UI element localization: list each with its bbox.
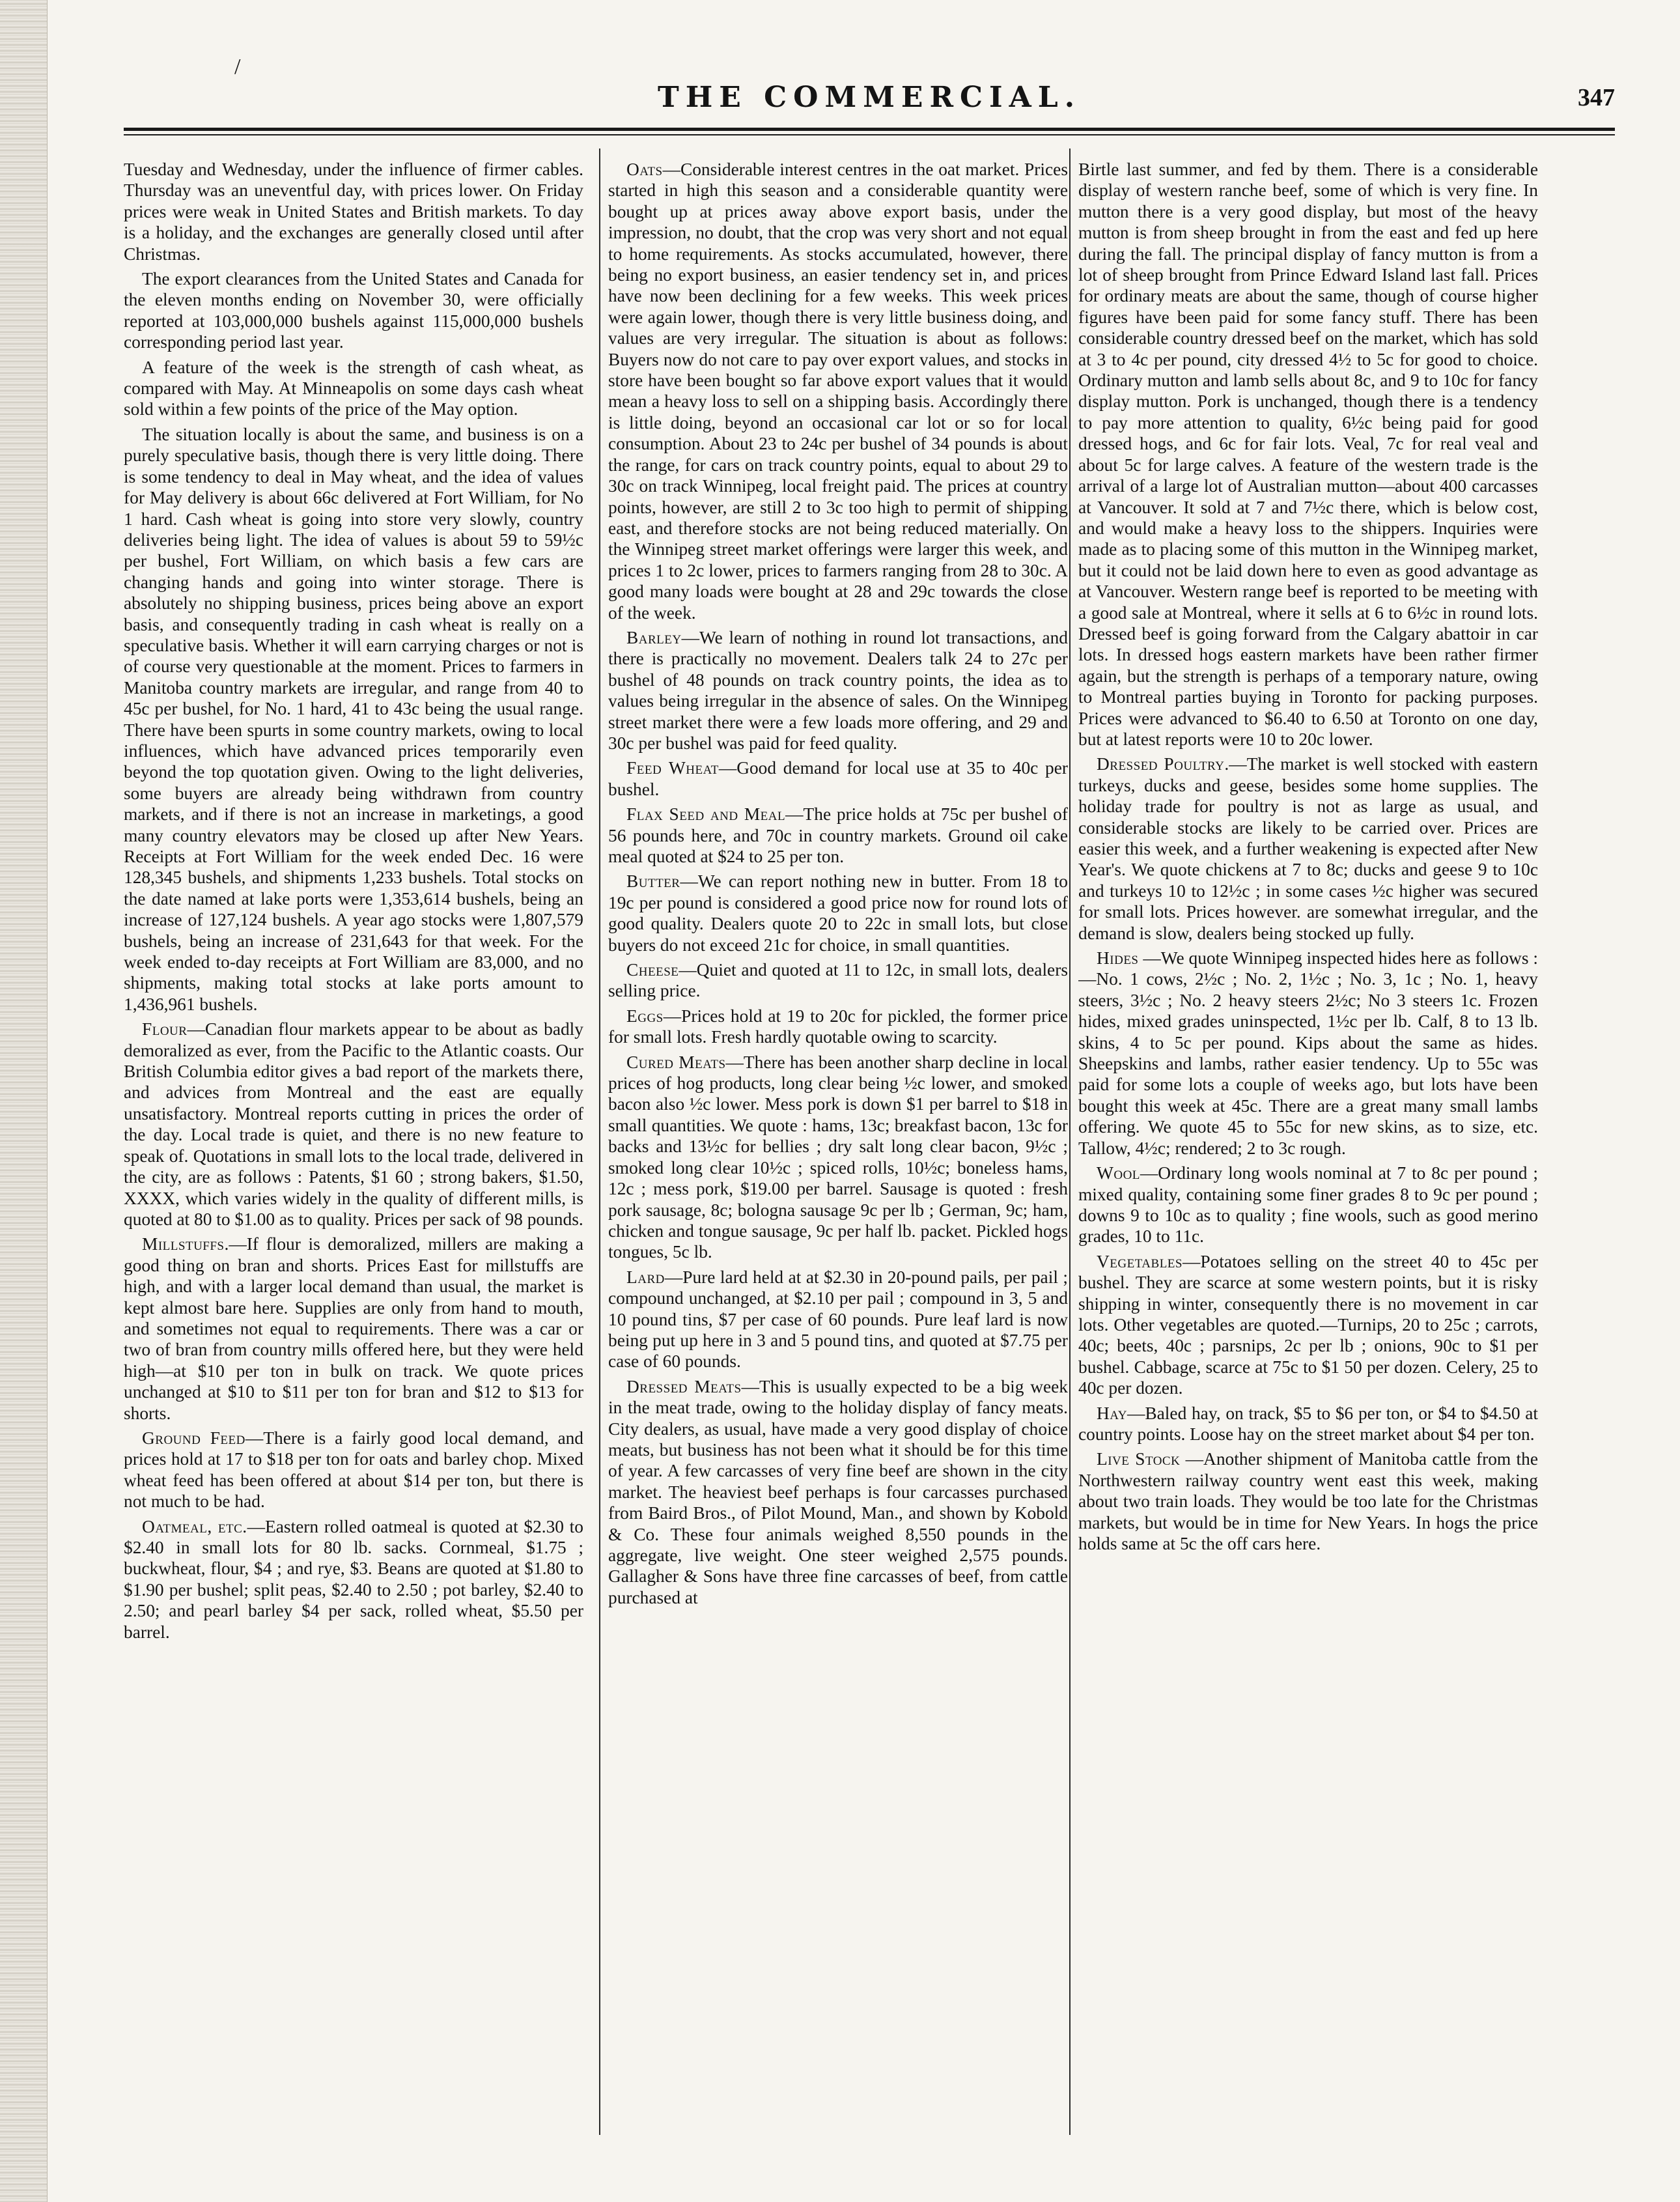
section-lead: Cured Meats	[626, 1052, 726, 1072]
section-lead: Cheese	[626, 960, 679, 980]
article-paragraph	[608, 871, 1068, 955]
section-lead: Eggs	[626, 1006, 664, 1026]
article-paragraph	[124, 1516, 583, 1643]
paragraph-text: A feature of the week is the strength of cash wheat, as compared with May. At Minneapolis on some days cash wheat sold within a few points of the price of the May option.	[124, 357, 583, 419]
article-paragraph	[608, 757, 1068, 800]
paragraph-text: —Canadian flour markets appear to be about as badly demoralized as ever, from the Pacific to the Atlantic coasts. Our British Columbia editor gives a bad report of the markets there, and advices from Montreal and the east are equally unsatisfactory. Montreal reports cutting in prices the order of the day. Local trade is quiet, and there is no new feature to speak of. Quotations in small lots to the local trade, delivered in the city, are as follows : Patents, $1 60 ; strong bakers, $1.50, XXXX, which varies widely in the quality of different mills, is quoted at 80 to $1.00 as to quality. Prices per sack of 98 pounds.	[124, 1019, 583, 1229]
article-paragraph	[1078, 948, 1538, 1159]
column-divider	[1069, 148, 1071, 2135]
section-lead: Oatmeal, etc.	[142, 1516, 247, 1536]
paragraph-text: —The price holds at 75c per bushel of 56 pounds here, and 70c in country markets. Ground oil cake meal quoted at $24 to 25 per ton.	[608, 804, 1068, 866]
article-paragraph	[608, 627, 1068, 754]
page-number: 347	[1578, 84, 1615, 111]
article-paragraph	[1078, 159, 1538, 750]
article-paragraph	[124, 159, 583, 264]
binding-edge	[0, 0, 48, 2202]
article-paragraph	[124, 1428, 583, 1512]
section-lead: Hay	[1097, 1403, 1127, 1423]
paragraph-text: —There has been another sharp decline in local prices of hog products, long clear being ½c lower, and smoked bacon also ½c lower. Mess pork is down $1 per barrel to $18 in small quantities. We quote : hams, 13c; breakfast bacon, 13c for backs and 13½c for bellies ; dry salt long clear bacon, 9½c ; smoked long clear 10½c ; spiced rolls, 10½c; boneless hams, 12c ; mess pork, $19.00 per barrel. Sausage is quoted : fresh pork sausage, 8c; bologna sausage 9c per lb ; German, 9c; ham, chicken and tongue sausage, 9c per half lb. packet. Pickled hogs tongues, 5c lb.	[608, 1052, 1068, 1262]
section-lead: Wool	[1097, 1163, 1140, 1183]
paragraph-text: —There is a fairly good local demand, and prices hold at 17 to $18 per ton for oats and barley chop. Mixed wheat feed has been offered at about $14 per ton, but there is not much to be had.	[124, 1428, 583, 1512]
paragraph-text: —Pure lard held at at $2.30 in 20-pound pails, per pail ; compound unchanged, at $2.10 per pail ; compound in 3, 5 and 10 pound tins, $7 per case of 60 pounds. Pure leaf lard is now being put up here in 3 and 5 pound tins, and quoted at $7.75 per case of 60 pounds.	[608, 1267, 1068, 1372]
paragraph-text: Tuesday and Wednesday, under the influence of firmer cables. Thursday was an uneventful day, with prices lower. On Friday prices were weak in United States and British markets. To day is a holiday, and the exchanges are generally closed until after Christmas.	[124, 160, 583, 264]
section-lead: Millstuffs	[142, 1234, 225, 1254]
article-paragraph	[1078, 1448, 1538, 1554]
section-lead: Oats	[626, 160, 663, 179]
section-lead: Hides	[1097, 948, 1139, 968]
paragraph-text: —Good demand for local use at 35 to 40c per bushel.	[608, 758, 1068, 799]
paragraph-text: .—If flour is demoralized, millers are making a good thing on bran and shorts. Prices East for millstuffs are high, and with a larger local demand than usual, the market is kept almost bare here. Supplies are only from hand to mouth, and sometimes not equal to requirements. There was a car or two of bran from country mills offered here, but they were held high—at $10 per ton in bulk on track. We quote prices unchanged at $10 to $11 per ton for bran and $12 to $13 for shorts.	[124, 1234, 583, 1423]
corner-mark: /	[234, 55, 241, 79]
article-paragraph	[608, 1052, 1068, 1263]
column-divider	[599, 148, 600, 2135]
article-paragraph	[608, 159, 1068, 623]
header-rule-thick	[124, 128, 1615, 131]
paragraph-text: —Potatoes selling on the street 40 to 45c per bushel. They are scarce at some western points, but it is risky shipping in winter, consequently there is no movement in car lots. Other vegetables are quoted.—Turnips, 20 to 25c ; carrots, 40c; beets, 40c ; parsnips, 2c per lb ; onions, 90c to $1 per bushel. Cabbage, scarce at 75c to $1 50 per dozen. Celery, 25 to 40c per dozen.	[1078, 1251, 1538, 1398]
article-paragraph	[608, 804, 1068, 867]
article-paragraph	[124, 357, 583, 420]
article-paragraph	[124, 1019, 583, 1230]
article-paragraph	[124, 1234, 583, 1424]
text-column-1	[124, 159, 583, 2126]
section-lead: Lard	[626, 1267, 665, 1287]
article-paragraph	[1078, 754, 1538, 944]
article-paragraph	[124, 268, 583, 353]
text-column-3	[1078, 159, 1538, 2126]
article-paragraph	[608, 1267, 1068, 1372]
newspaper-title: THE COMMERCIAL.	[657, 81, 1082, 114]
paragraph-text: .—The market is well stocked with eastern turkeys, ducks and geese, besides some home supplies. The holiday trade for poultry is not as large as usual, and considerable stocks are likely to be carried over. Prices are easier this week, and a further weakening is expected after New Year's. We quote chickens at 7 to 8c; ducks and geese 9 to 10c and turkeys 10 to 12½c ; in some cases ½c higher was secured for small lots. Prices however. are somewhat irregular, and the demand is slow, dealers being stocked up fully.	[1078, 754, 1538, 943]
paragraph-text: —Considerable interest centres in the oat market. Prices started in high this season and a considerable quantity were bought up at prices away above export basis, under the impression, no doubt, that the crop was very short and not equal to home requirements. As stocks accumulated, however, there being no export business, an easier tendency set in, and prices have now been declining for a few weeks. This week prices were again lower, though there is very little business doing, and values are very irregular. The situation is about as follows: Buyers now do not care to pay over export values, and stocks in store have been bought so far above export values that it would mean a heavy loss to sell on a shipping basis. Accordingly there is little doing, beyond an occasional car lot or so for local consumption. About 23 to 24c per bushel of 34 pounds is about the range, for cars on track country points, equal to about 29 to 30c on track Winnipeg, local freight paid. The prices at country points, however, are still 2 to 3c too high to permit of shipping east, and therefore stocks are not being reduced materially. On the Winnipeg street market offerings were larger this week, and prices 1 to 2c lower, prices to farmers ranging from 28 to 30c. A good many loads were bought at 28 and 29c towards the close of the week.	[608, 160, 1068, 623]
article-paragraph	[1078, 1403, 1538, 1445]
article-paragraph	[124, 424, 583, 1015]
section-lead: Dressed Meats	[626, 1376, 742, 1396]
article-paragraph	[608, 1006, 1068, 1048]
paragraph-text: The situation locally is about the same, and business is on a purely speculative basis, though there is very little doing. There is some tendency to deal in May wheat, and the idea of values for May delivery is about 66c delivered at Fort William, for No 1 hard. Cash wheat is going into store very slowly, country deliveries being light. The idea of values is about 59 to 59½c per bushel, Fort William, on which basis a few cars are changing hands and going into winter storage. There is absolutely no shipping business, prices being above an export basis, and consequently trading in cash wheat is really on a speculative basis. Whether it will earn carrying charges or not is of course very questionable at the moment. Prices to farmers in Manitoba country markets are irregular, and range from 40 to 45c per bushel, for No. 1 hard, 41 to 43c being the usual range. There have been spurts in some country markets, owing to local influences, which have advanced prices temporarily even beyond the top quotation given. Owing to the light deliveries, some buyers are already being withdrawn from country markets, and if there is not an increase in marketings, a good many country elevators may be closed up after New Years. Receipts at Fort William for the week ended Dec. 16 were 128,345 bushels, and shipments 1,233 bushels. Total stocks on the date named at lake ports were 1,353,614 bushels, being an increase of 127,124 bushels. A year ago stocks were 1,807,579 bushels, being an increase of 231,643 for that week. For the week ended to-day receipts at Fort William are 83,000, and no shipments, making total stocks at lake ports amount to 1,436,961 bushels.	[124, 424, 583, 1014]
paragraph-text: —Another shipment of Manitoba cattle from the Northwestern railway country went east this week, making about two train loads. They would be too late for the Christmas markets, but would be in time for New Years. In hogs the price holds same at 5c the off cars here.	[1078, 1449, 1538, 1553]
article-paragraph	[608, 1376, 1068, 1608]
header-rule-thin	[124, 134, 1615, 135]
text-column-2	[608, 159, 1068, 2126]
section-lead: Vegetables	[1097, 1251, 1183, 1271]
paragraph-text: —We learn of nothing in round lot transactions, and there is practically no movement. Dealers talk 24 to 27c per bushel of 48 pounds on track country points, the idea as to values being irregular in the absence of sales. On the Winnipeg street market there were a few loads more offering, and 29 and 30c per bushel was paid for feed quality.	[608, 627, 1068, 753]
paragraph-text: —This is usually expected to be a big week in the meat trade, owing to the holiday display of fancy meats. City dealers, as usual, have made a very good display of choice meats, but business has not been what it should be for this time of year. A few carcasses of very fine beef are shown in the city market. The heaviest beef perhaps is four carcasses purchased from Baird Bros., of Pilot Mound, Man., and shown by Kobold & Co. These four animals weighed 8,550 pounds in the aggregate, live weight. One steer weighed 2,575 pounds. Gallagher & Sons have three fine carcasses of beef, from cattle purchased at	[608, 1376, 1068, 1607]
section-lead: Flour	[142, 1019, 188, 1039]
paragraph-text: Birtle last summer, and fed by them. There is a considerable display of western ranche beef, some of which is very fine. In mutton there is a very good display, but most of the heavy mutton is from sheep brought in from the east and fed up here during the fall. The principal display of fancy mutton is from a lot of sheep brought from Prince Edward Island last fall. Prices for ordinary meats are about the same, though of course higher figures have been paid for some fancy stuff. There has been considerable country dressed beef on the market, which has sold at 3 to 4c per pound, city dressed 4½ to 5c for good to choice. Ordinary mutton and lamb sells about 8c, and 9 to 10c for fancy display mutton. Pork is unchanged, though there is a tendency to pay more attention to quality, 6½c being paid for good dressed hogs, and 6c for fair lots. Veal, 7c for real veal and about 5c for large calves. A feature of the western trade is the arrival of a large lot of Australian mutton—about 400 carcasses at Vancouver. It sold at 7 and 7½c there, which is below cost, and would make a heavy loss to the shippers. Inquiries were made as to placing some of this mutton in the Winnipeg market, but it could not be laid down here to even as good advantage as at Vancouver. Western range beef is reported to be meeting with a good sale at Montreal, where it sells at 6 to 6½c in round lots. Dressed beef is going forward from the Calgary abattoir in car lots. In dressed hogs eastern markets have been rather firmer again, but the strength is perhaps of a temporary nature, owing to Montreal parties buying in Toronto for packing purposes. Prices were advanced to $6.40 to 6.50 at Toronto on one day, but at latest reports were 10 to 20c lower.	[1078, 160, 1538, 749]
paragraph-text: —Baled hay, on track, $5 to $6 per ton, or $4 to $4.50 at country points. Loose hay on the street market about $4 per ton.	[1078, 1403, 1538, 1444]
paragraph-text: —Quiet and quoted at 11 to 12c, in small lots, dealers selling price.	[608, 960, 1068, 1001]
article-paragraph	[1078, 1251, 1538, 1399]
section-lead: Ground Feed	[142, 1428, 245, 1448]
section-lead: Live Stock	[1097, 1449, 1181, 1469]
section-lead: Feed Wheat	[626, 758, 719, 778]
article-paragraph	[1078, 1163, 1538, 1247]
section-lead: Butter	[626, 871, 680, 892]
article-paragraph	[608, 959, 1068, 1002]
section-lead: Barley	[626, 627, 682, 647]
paragraph-text: —Eastern rolled oatmeal is quoted at $2.30 to $2.40 in small lots for 80 lb. sacks. Cornmeal, $1.75 ; buckwheat, flour, $4 ; and rye, $3. Beans are quoted at $1.80 to $1.90 per bushel; split peas, $2.40 to 2.50 ; pot barley, $2.40 to 2.50; and pearl barley $4 per sack, rolled wheat, $5.50 per barrel.	[124, 1516, 583, 1642]
masthead	[124, 55, 1615, 121]
paragraph-text: —We can report nothing new in butter. From 18 to 19c per pound is considered a good price now for round lots of good quality. Dealers quote 20 to 22c in small lots, but close buyers do not exceed 21c for choice, in small quantities.	[608, 871, 1068, 955]
paragraph-text: —Ordinary long wools nominal at 7 to 8c per pound ; mixed quality, containing some finer grades 8 to 9c per pound ; downs 9 to 10c as to quality ; fine wools, such as good merino grades, 10 to 11c.	[1078, 1163, 1538, 1247]
section-lead: Dressed Poultry	[1097, 754, 1225, 774]
paragraph-text: —Prices hold at 19 to 20c for pickled, the former price for small lots. Fresh hardly quotable owing to scarcity.	[608, 1006, 1068, 1047]
paragraph-text: —We quote Winnipeg inspected hides here as follows :—No. 1 cows, 2½c ; No. 2, 1½c ; No. 3, 1c ; No. 1, heavy steers, 3½c ; No. 2 heavy steers 2½c; No 3 steers 1c. Frozen hides, mixed grades uninspected, 1½c per lb. Calf, 8 to 13 lb. skins, 4 to 5c per pound. Kips about the same as hides. Sheepskins and lambs, rather easier tendency. Up to 55c was paid for some lots a couple of weeks ago, but lots have been bought this week at 45c. There are a great many small lambs offering. We quote 45 to 55c for new skins, as to size, etc. Tallow, 4½c; rendered; 2 to 3c rough.	[1078, 948, 1538, 1158]
paragraph-text: The export clearances from the United States and Canada for the eleven months ending on November 30, were officially reported at 103,000,000 bushels against 115,000,000 bushels corresponding period last year.	[124, 269, 583, 352]
section-lead: Flax Seed and Meal	[626, 804, 786, 825]
